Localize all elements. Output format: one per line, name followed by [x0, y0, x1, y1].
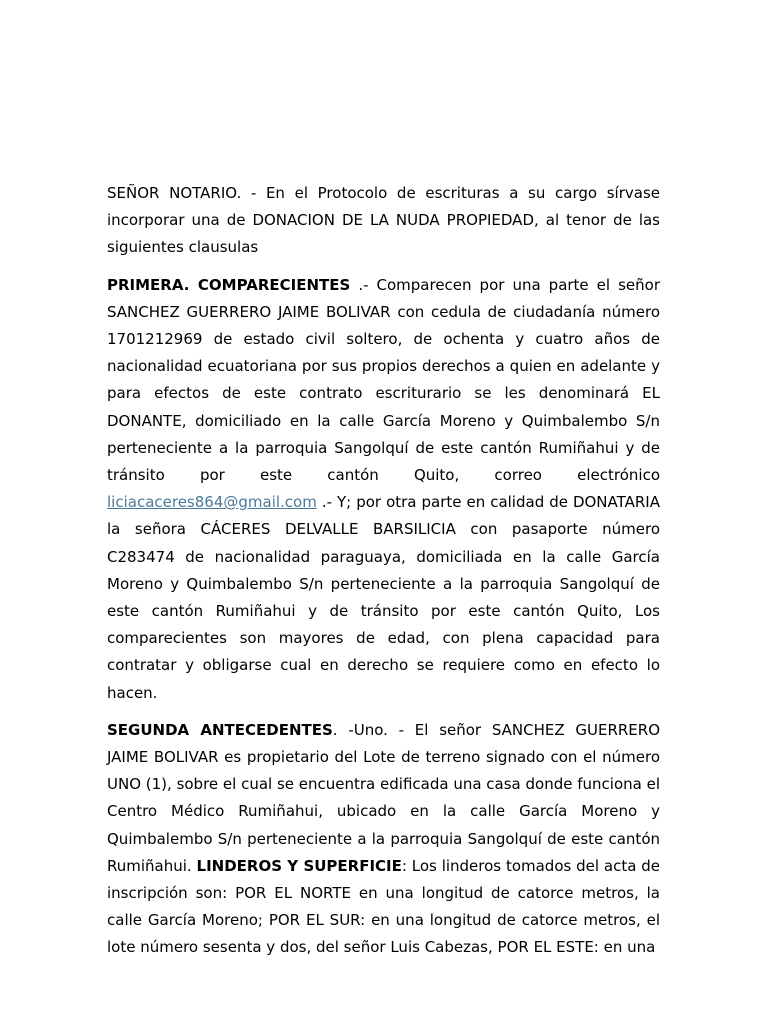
segunda-heading: SEGUNDA ANTECEDENTES [107, 720, 333, 739]
primera-heading: PRIMERA. COMPARECIENTES [107, 275, 351, 294]
document-page [107, 180, 660, 972]
segunda-text-2: : Los linderos tomados del acta de inscripción son: POR EL NORTE en una longitud de catorce metros, la calle García Moreno; POR EL SUR: en una longitud de catorce metros, el lote número sesenta y dos, del señor Luis Cabezas, POR EL ESTE: en una [107, 856, 660, 957]
intro-paragraph [107, 180, 660, 262]
primera-text-before-email: .- Comparecen por una parte el señor SANCHEZ GUERRERO JAIME BOLIVAR con cedula de ciudadanía número 1701212969 de estado civil soltero, de ochenta y cuatro años de nacionalidad ecuatoriana por sus propios derechos a quien en adelante y para efectos de este contrato escriturario se les denominará EL DONANTE, domiciliado en la calle García Moreno y Quimbalembo S/n perteneciente a la parroquia Sangolquí de este cantón Rumiñahui y de tránsito por este cantón Quito, correo electrónico [107, 275, 660, 485]
intro-text: SEÑOR NOTARIO. - En el Protocolo de escrituras a su cargo sírvase incorporar una de DONACION DE LA NUDA PROPIEDAD, al tenor de las siguientes clausulas [107, 184, 660, 257]
segunda-text-1: . -Uno. - El señor SANCHEZ GUERRERO JAIME BOLIVAR es propietario del Lote de terreno signado con el número UNO (1), sobre el cual se encuentra edificada una casa donde funciona el Centro Médico Rumiñahui, ubicado en la calle García Moreno y Quimbalembo S/n perteneciente a la parroquia Sangolquí de este cantón Rumiñahui. [107, 720, 661, 875]
primera-text-after-email: .- Y; por otra parte en calidad de DONATARIA la señora CÁCERES DELVALLE BARSILICIA con pasaporte número C283474 de nacionalidad paraguaya, domiciliada en la calle García Moreno y Quimbalembo S/n perteneciente a la parroquia Sangolquí de este cantón Rumiñahui y de tránsito por este cantón Quito, Los comparecientes son mayores de edad, con plena capacidad para contratar y obligarse cual en derecho se requiere como en efecto lo hacen. [107, 493, 660, 702]
primera-clause-paragraph [107, 272, 660, 707]
linderos-subheading: LINDEROS Y SUPERFICIE [196, 856, 402, 875]
segunda-clause-paragraph [107, 717, 660, 962]
email-link[interactable]: liciacaceres864@gmail.com [107, 493, 317, 512]
